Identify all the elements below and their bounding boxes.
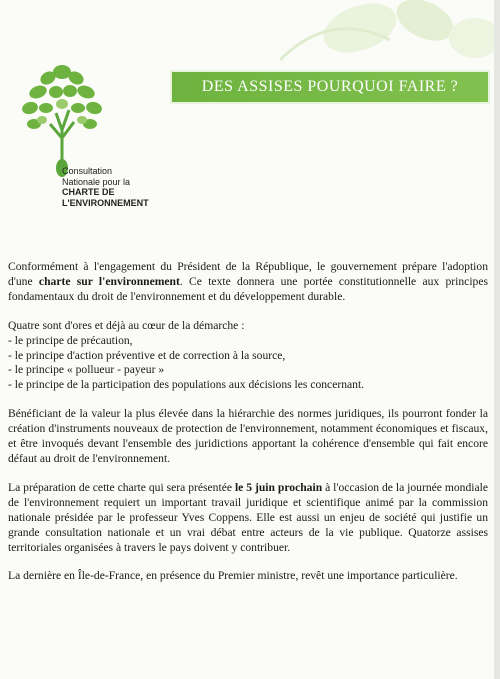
logo-caption xyxy=(62,166,182,208)
text-run: La préparation de cette charte qui sera présentée xyxy=(8,480,235,494)
leaves-icon xyxy=(260,0,500,70)
list-item: - le principe « pollueur - payeur » xyxy=(8,363,165,377)
text-run: à l'occasion de la journée mondiale de l'environnement requiert un important travail juridique et scientifique animé par la commission nationale présidée par le professeur Yves Coppens. Elle est aussi un enjeu de société qui justifie un grande consultation nationale et un vrai débat entre acteurs de la vie publique. Quatorze assises territoriales organisées à travers le pays doivent y contribuer. xyxy=(8,480,489,554)
list-item: - le principe d'action préventive et de correction à la source, xyxy=(8,348,286,362)
logo-line: Consultation xyxy=(62,166,113,176)
paragraph-intro xyxy=(8,260,488,305)
list-item: - le principe de la participation des populations aux décisions les concernant. xyxy=(8,378,365,392)
article-body xyxy=(8,260,488,598)
section-banner xyxy=(170,70,490,104)
principles-list xyxy=(8,319,488,394)
paragraph-norms: Bénéficiant de la valeur la plus élevée dans la hiérarchie des normes juridiques, ils pourront fonder la création d'instruments nouveaux de protection de l'environnement, notamment économiques et fiscaux, et être invoqués devant l'ensemble des juridictions apportant la cohérence d'ensemble qui fait encore défaut au droit de l'environnement. xyxy=(8,407,488,465)
logo-line: CHARTE DE xyxy=(62,187,115,197)
paragraph-preparation xyxy=(8,481,488,556)
tree-person-icon xyxy=(12,58,112,178)
emphasis-charter: charte sur l'environnement xyxy=(38,274,180,288)
emphasis-date: le 5 juin prochain xyxy=(234,480,323,494)
page-edge xyxy=(494,0,500,679)
banner-title: DES ASSISES POURQUOI FAIRE ? xyxy=(201,78,459,95)
text-run: Conformément à l'engagement du Président de la République, le gouvernement prépare l'adoption d'une xyxy=(8,260,488,288)
list-item: - le principe de précaution, xyxy=(8,333,133,347)
list-intro: Quatre sont d'ores et déjà au cœur de la démarche : xyxy=(8,318,245,332)
logo-line: L'ENVIRONNEMENT xyxy=(62,197,149,208)
logo-line: Nationale pour la xyxy=(62,176,131,187)
paragraph-last: La dernière en Île-de-France, en présence du Premier ministre, revêt une importance particulière. xyxy=(8,569,458,583)
text-run: . Ce texte donnera une portée constitutionnelle aux principes fondamentaux du droit de l'environnement et du développement durable. xyxy=(8,274,489,303)
